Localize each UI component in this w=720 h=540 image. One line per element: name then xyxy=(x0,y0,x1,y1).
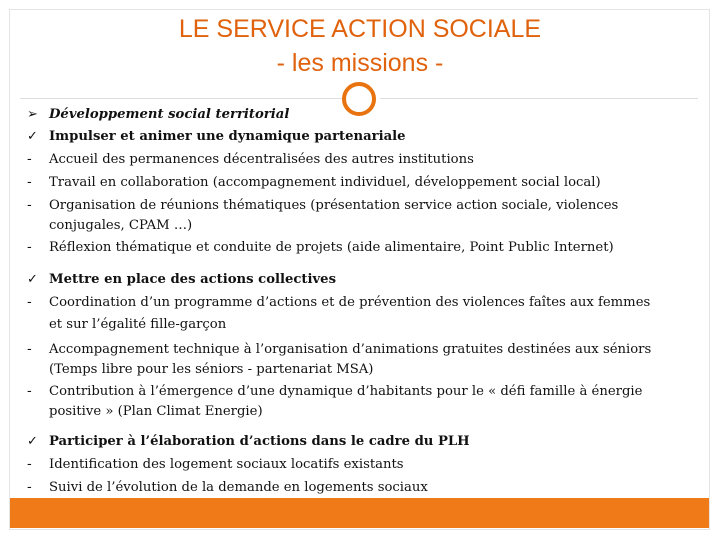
divider-right xyxy=(380,98,698,99)
check-bullet-icon: ✓ xyxy=(27,129,38,144)
subsection-heading: Impulser et animer une dynamique partenariale xyxy=(49,129,406,144)
ring-ornament-icon xyxy=(342,82,376,116)
divider-left xyxy=(20,98,343,99)
list-item-text xyxy=(49,196,618,236)
list-item-line-2: positive » (Plan Climat Energie) xyxy=(49,404,263,419)
list-item-line-2: conjugales, CPAM …) xyxy=(49,218,193,233)
dash-bullet: - xyxy=(27,295,32,310)
subsection-heading: Mettre en place des actions collectives xyxy=(49,272,337,287)
dash-bullet: - xyxy=(27,175,32,190)
dash-bullet: - xyxy=(27,240,32,255)
list-item-line-1: Coordination d’un programme d’actions et de prévention des violences faîtes aux femmes xyxy=(49,295,651,310)
list-item-text: Suivi de l’évolution de la demande en logements sociaux xyxy=(49,480,428,495)
list-item-line-1: Accompagnement technique à l’organisation d’animations gratuites destinées aux séniors xyxy=(49,342,652,357)
slide-title xyxy=(0,12,720,80)
list-item-text: Travail en collaboration (accompagnement individuel, développement social local) xyxy=(49,175,601,190)
list-item-text: Réflexion thématique et conduite de projets (aide alimentaire, Point Public Internet) xyxy=(49,240,614,255)
arrow-bullet-icon: ➢ xyxy=(27,107,38,122)
list-item-line-2: (Temps libre pour les séniors - partenariat MSA) xyxy=(49,362,374,377)
check-bullet-icon: ✓ xyxy=(27,272,38,287)
dash-bullet: - xyxy=(27,198,32,213)
footer-bar xyxy=(10,498,709,528)
list-item-text xyxy=(49,340,651,380)
dash-bullet: - xyxy=(27,384,32,399)
list-item-text: Identification des logement sociaux locatifs existants xyxy=(49,457,404,472)
slide-title-line-2: - les missions - xyxy=(276,49,444,77)
dash-bullet: - xyxy=(27,480,32,495)
list-item-text xyxy=(49,382,642,422)
section-heading: Développement social territorial xyxy=(49,107,290,122)
list-item-text xyxy=(49,292,650,336)
dash-bullet: - xyxy=(27,457,32,472)
list-item-text: Accueil des permanences décentralisées des autres institutions xyxy=(49,152,474,167)
dash-bullet: - xyxy=(27,342,32,357)
slide-title-line-1: LE SERVICE ACTION SOCIALE xyxy=(178,15,542,43)
subsection-heading: Participer à l’élaboration d’actions dans le cadre du PLH xyxy=(49,434,470,449)
list-item-line-2: et sur l’égalité fille-garçon xyxy=(49,317,227,332)
list-item-line-1: Contribution à l’émergence d’une dynamique d’habitants pour le « défi famille à énergie xyxy=(49,384,643,399)
list-item-line-1: Organisation de réunions thématiques (présentation service action sociale, violences xyxy=(49,198,619,213)
check-bullet-icon: ✓ xyxy=(27,434,38,449)
dash-bullet: - xyxy=(27,152,32,167)
